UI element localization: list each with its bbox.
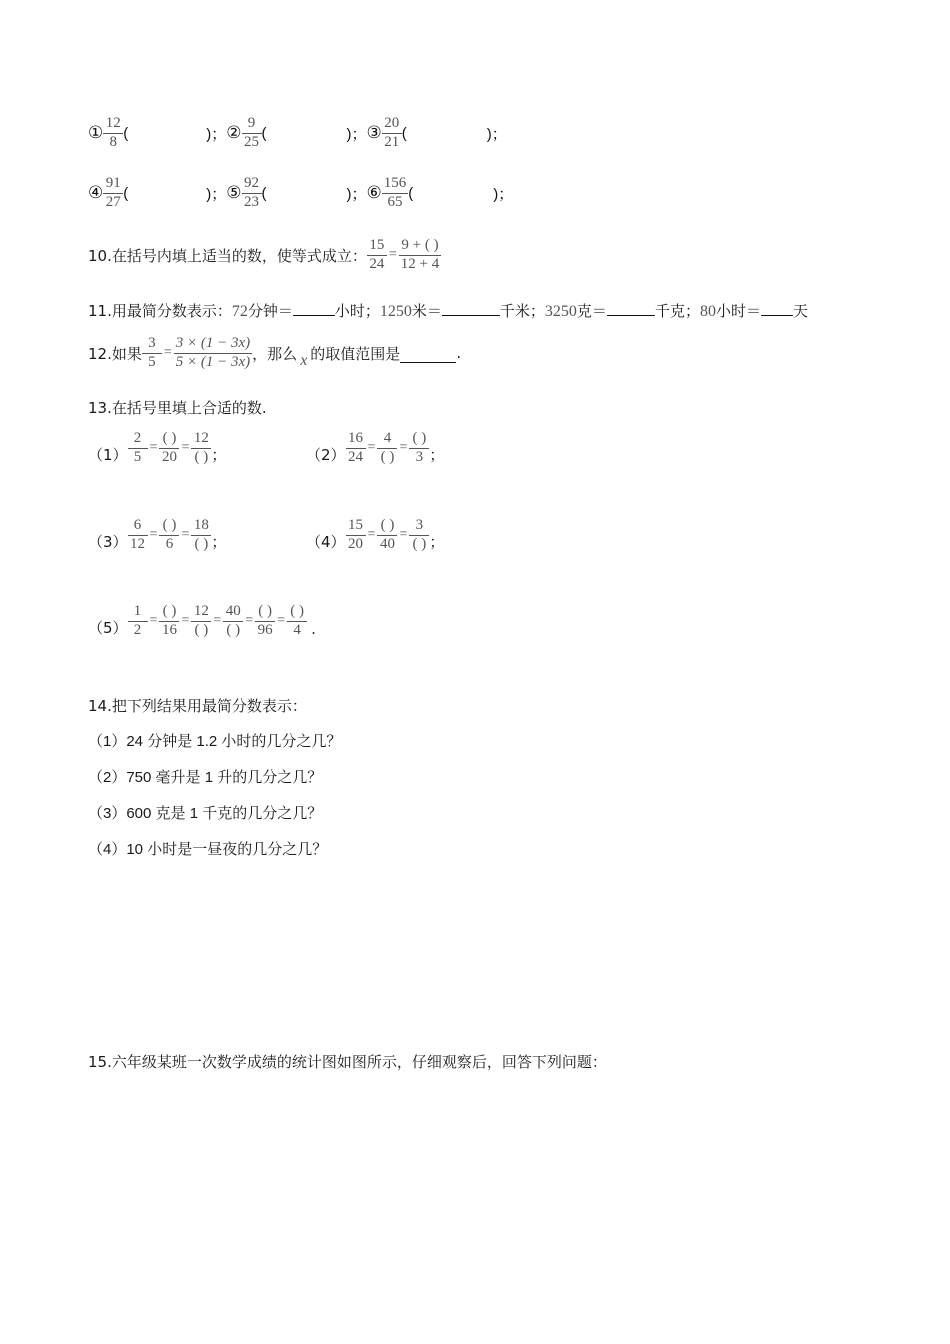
fraction: $\frac{20}{21}$ [382, 116, 402, 151]
fraction: $\frac{4}{( )}$ [377, 431, 397, 466]
question-12: 12.如果 $\frac{3}{5}$ = $\frac{3 \times (1 - 3x)}{5 \times (1 - 3x)}$ ，那么 x 的取值范围是 . [88, 335, 462, 370]
question-11: 11.用最简分数表示：72分钟＝ 小时；1250米＝ 千米；3250克＝ 千克；80小时＝ 天 [88, 302, 808, 320]
q9-row-2: ④ $\frac{91}{27}$ ( )； ⑤ $\frac{92}{23}$ ( )； ⑥ $\frac{156}{65}$ ( )； [88, 175, 514, 210]
answer-blank[interactable] [293, 315, 335, 316]
q9-row-1: ① $\frac{12}{8}$ ( )； ② $\frac{9}{25}$ ( )； ③ $\frac{20}{21}$ ( )； [88, 115, 507, 150]
item-label: ② [226, 123, 242, 144]
fraction: $\frac{12}{8}$ [103, 116, 123, 151]
question-15: 15.六年级某班一次数学成绩的统计图如图所示，仔细观察后，回答下列问题： [88, 1053, 607, 1071]
fraction: $\frac{12}{( )}$ [191, 431, 211, 466]
item-label: ⑥ [366, 183, 382, 204]
fraction: $\frac{( )}{4}$ [287, 604, 307, 639]
fraction: $\frac{91}{27}$ [103, 176, 123, 211]
q13-item-3: （3） $\frac{6}{12}$ = $\frac{( )}{6}$ = $\frac{18}{( )}$ ； [88, 517, 227, 552]
fraction: $\frac{( )}{6}$ [159, 518, 179, 553]
fraction: $\frac{( )}{96}$ [255, 604, 275, 639]
fraction: $\frac{2}{5}$ [128, 431, 148, 466]
answer-blank[interactable] [607, 315, 655, 316]
item-label: ⑤ [226, 183, 242, 204]
item-label: ① [88, 123, 104, 144]
question-text: 10.在括号内填上适当的数，使等式成立： [88, 246, 367, 265]
fraction: $\frac{15}{20}$ [346, 518, 366, 553]
fraction: $\frac{3 \times (1 - 3x)}{5 \times (1 - 3x)}$ [175, 335, 251, 370]
fraction: $\frac{( )}{16}$ [159, 604, 179, 639]
q13-item-2: （2） $\frac{16}{24}$ = $\frac{4}{( )}$ = $\frac{( )}{3}$ ； [306, 430, 445, 465]
fraction: $\frac{3}{5}$ [142, 336, 162, 371]
fraction: $\frac{15}{24}$ [367, 238, 387, 273]
fraction: $\frac{16}{24}$ [346, 431, 366, 466]
fraction: $\frac{1}{2}$ [128, 604, 148, 639]
fraction: $\frac{18}{( )}$ [191, 518, 211, 553]
item-label: ④ [88, 183, 104, 204]
fraction: $\frac{92}{23}$ [242, 176, 262, 211]
question-10: 10.在括号内填上适当的数，使等式成立： $\frac{15}{24}$ = $\frac{9 + ( )}{12 + 4}$ [88, 237, 440, 272]
fraction: $\frac{( )}{20}$ [159, 431, 179, 466]
fraction: $\frac{40}{( )}$ [223, 604, 243, 639]
q14-item-3: （3）600 克是 1 千克的几分之几？ [88, 805, 323, 822]
answer-blank[interactable] [442, 315, 500, 316]
answer-blank[interactable] [400, 344, 456, 363]
fraction: $\frac{9}{25}$ [242, 116, 262, 151]
q13-item-1: （1） $\frac{2}{5}$ = $\frac{( )}{20}$ = $\frac{12}{( )}$ ； [88, 430, 227, 465]
question-13-title: 13.在括号里填上合适的数. [88, 399, 267, 417]
fraction: $\frac{6}{12}$ [128, 518, 148, 553]
fraction: $\frac{156}{65}$ [383, 175, 407, 210]
fraction: $\frac{( )}{40}$ [377, 518, 397, 553]
q14-item-1: （1）24 分钟是 1.2 小时的几分之几？ [88, 733, 342, 750]
fraction: $\frac{9 + ( )}{12 + 4}$ [400, 237, 440, 272]
question-14-title: 14.把下列结果用最简分数表示： [88, 697, 307, 715]
fraction: $\frac{( )}{3}$ [409, 431, 429, 466]
fraction: $\frac{12}{( )}$ [191, 604, 211, 639]
q14-item-2: （2）750 毫升是 1 升的几分之几？ [88, 769, 323, 786]
item-label: ③ [366, 123, 382, 144]
q14-item-4: （4）10 小时是一昼夜的几分之几？ [88, 841, 328, 858]
q13-item-4: （4） $\frac{15}{20}$ = $\frac{( )}{40}$ = $\frac{3}{( )}$ ； [306, 517, 445, 552]
answer-blank[interactable] [761, 315, 793, 316]
fraction: $\frac{3}{( )}$ [409, 518, 429, 553]
q13-item-5: （5） $\frac{1}{2}$ = $\frac{( )}{16}$ = $\frac{12}{( )}$ = $\frac{40}{( )}$ = $\frac{( )}{96}$ = $\frac{( )}{4}$ . [88, 603, 316, 639]
